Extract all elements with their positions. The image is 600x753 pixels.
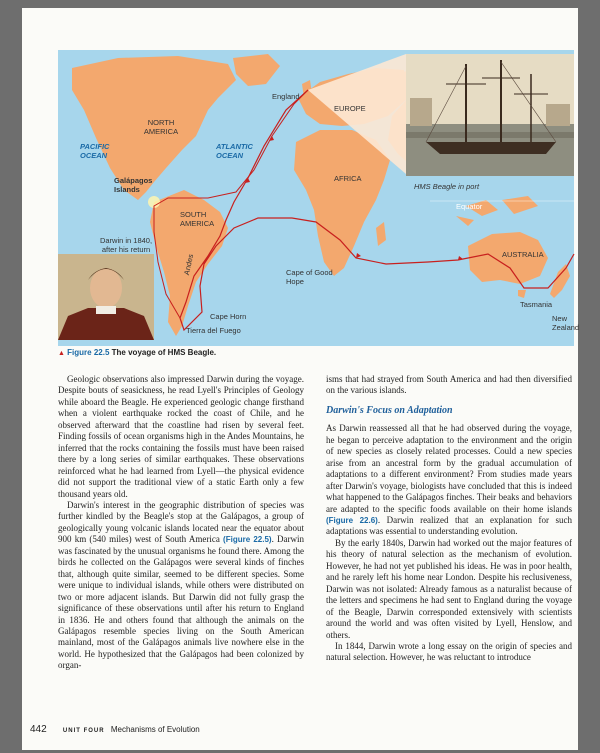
unit-label: UNIT FOUR: [62, 728, 105, 734]
left-paragraph-1: Geologic observations also impressed Darwin during the voyage. Despite bouts of seasickness, he read Lyell's Principles of Geology while aboard the Beagle. He experienced geologic change firsthand when a violent earthquake rocked the coast of Chile, and he observed afterward that the coastline had risen by several feet. Finding fossils of ocean organisms high in the Andes Mountains, he inferred that the rocks containing the fossils must have been raised there by a long series of similar earthquakes. These observations reinforced what he had learned from Lyell—the physical evidence did not support the traditional view of a static Earth only a few thousand years old.: [58, 374, 304, 499]
south-america-label: SOUTH AMERICA: [180, 210, 215, 228]
right-paragraph-3: In 1844, Darwin wrote a long essay on the origin of species and natural selection. However, he was reluctant to introduce: [326, 640, 572, 663]
right-paragraph-0: isms that had strayed from South America and had then diversified on the various islands.: [326, 374, 572, 396]
north-america-label: NORTH AMERICA: [143, 118, 179, 136]
pacific-ocean-label: PACIFIC OCEAN: [80, 142, 110, 160]
textbook-page: [22, 8, 578, 750]
new-zealand-label: New Zealand: [552, 314, 580, 332]
tasmania-label: Tasmania: [520, 300, 553, 309]
cape-good-hope-label: Cape of Good Hope: [286, 268, 333, 286]
tierra-del-fuego-label: Tierra del Fuego: [186, 326, 241, 335]
galapagos-label: Galápagos Islands: [114, 176, 153, 194]
darwin-portrait-caption: Darwin in 1840, after his return: [99, 236, 153, 254]
right-paragraph-1-text-a: As Darwin reassessed all that he had observed during the voyage, he began to perceive adaptation to the environment and the origin of new species as closely related processes. Could a new species arise from an ancestral form by the gradual accumulation of adaptations to a different environment? From studies made years after Darwin's voyage, biologists have concluded that this is indeed what happened to the Galápagos finches. Their beaks and behaviors are adapted to the specific foods available on their home islands: [326, 423, 572, 514]
right-paragraph-1: [326, 423, 572, 538]
right-text-column: [326, 374, 572, 664]
left-text-column: [58, 374, 304, 672]
page-number: 442: [30, 724, 47, 735]
sea-islands-land: [456, 196, 538, 226]
new-zealand-land: [550, 264, 570, 298]
figure-22-5-link[interactable]: (Figure 22.5): [223, 535, 272, 545]
australia-label: AUSTRALIA: [502, 250, 544, 259]
europe-label: EUROPE: [334, 104, 366, 113]
ship-caption: HMS Beagle in port: [414, 182, 480, 191]
madagascar-land: [376, 222, 386, 246]
hms-beagle-image: [406, 54, 574, 176]
equator-label: Equator: [456, 202, 483, 211]
cape-horn-label: Cape Horn: [210, 312, 247, 321]
andes-label: Andes: [182, 253, 196, 276]
figure-number: Figure 22.5: [67, 348, 110, 357]
figure-22-6-link[interactable]: (Figure 22.6): [326, 515, 378, 525]
left-paragraph-2-text-b: . Darwin was fascinated by the unusual organisms he found there. Among the birds he collected on the Galápagos were several kinds of finches that, although quite similar, seemed to be different species. Some were unique to individual islands, while others were distributed on two or more adjacent islands. But Darwin did not fully grasp the significance of these observations until after his return to England in 1836. He and others found that although the animals on the Galápagos resemble species living on the South American mainland, most of the Galápagos animals live nowhere else in the world. He hypothesized that the Galápagos had been colonized by organ-: [58, 534, 304, 671]
page-footer: [30, 724, 200, 735]
atlantic-ocean-label: ATLANTIC OCEAN: [216, 142, 253, 160]
section-heading: Darwin's Focus on Adaptation: [326, 404, 453, 416]
unit-title: Mechanisms of Evolution: [110, 725, 200, 734]
greenland-land: [233, 54, 280, 86]
left-paragraph-2: [58, 500, 304, 672]
darwin-portrait-image: [58, 254, 154, 340]
africa-land: [294, 130, 390, 276]
left-paragraph-2-text-a: Darwin's interest in the geographic distribution of species was further kindled by the Beagle's stop at the Galápagos, a group of geologically young volcanic islands located near the equator about 900 km (540 miles) west of South America: [58, 499, 304, 545]
caption-triangle-icon: ▲: [58, 350, 65, 357]
figure-caption: [58, 348, 216, 357]
tasmania-land: [518, 290, 526, 298]
figure-title: The voyage of HMS Beagle.: [111, 348, 217, 357]
right-paragraph-1-text-b: . Darwin realized that an explanation for such adaptations was essential to understanding evolution.: [326, 514, 572, 537]
africa-label: AFRICA: [334, 174, 362, 183]
england-label: England: [272, 92, 300, 101]
right-paragraph-2: By the early 1840s, Darwin had worked out the major features of his theory of natural selection as the mechanism of evolution. However, he had not yet published his ideas. He was in poor health, and he rarely left his home near London. Despite his reclusiveness, Darwin was not isolated: Already famous as a naturalist because of the letters and specimens he had sent to England during the voyage of the Beagle, Darwin corresponded extensively with scientists around the world and was often visited by Lyell, Henslow, and others.: [326, 537, 572, 640]
